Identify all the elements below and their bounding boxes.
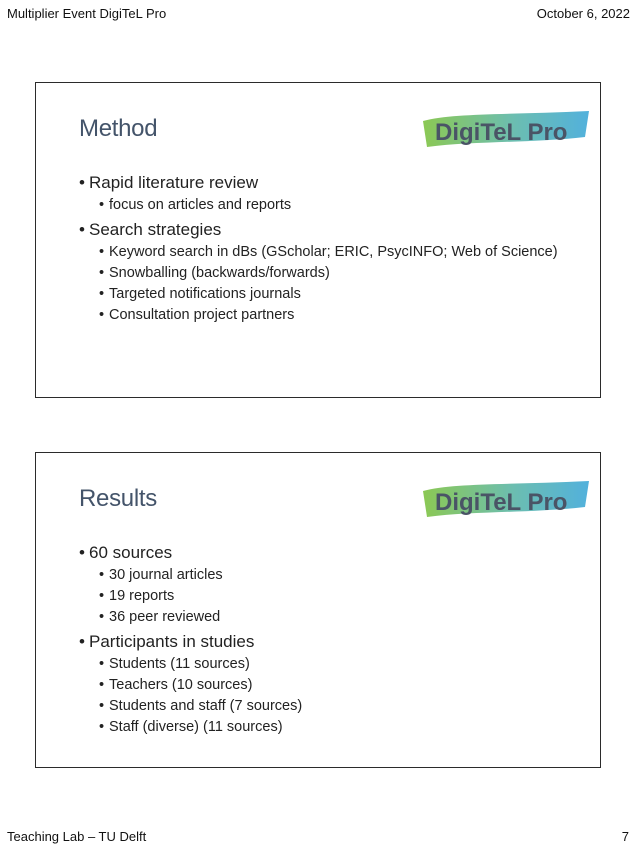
header-date: October 6, 2022 <box>536 6 630 21</box>
digitel-pro-logo <box>413 477 593 523</box>
slide-method <box>35 82 601 398</box>
sub-bullet-item: • Consultation project partners <box>99 307 295 323</box>
bullet-item: • Rapid literature review <box>79 173 259 192</box>
bullet-item: • Participants in studies <box>79 632 255 651</box>
slide-title: Method <box>79 115 158 142</box>
sub-bullet-item: • Students and staff (7 sources) <box>99 698 303 714</box>
bullet-item: • Search strategies <box>79 220 222 239</box>
sub-bullet-item: • Targeted notifications journals <box>99 286 301 302</box>
bullet-list <box>79 169 558 326</box>
slide-title: Results <box>79 485 157 512</box>
sub-bullet-item: • 30 journal articles <box>99 567 223 583</box>
bullet-item: • 60 sources <box>79 543 173 562</box>
sub-bullet-item: • Teachers (10 sources) <box>99 677 253 693</box>
digitel-pro-logo <box>413 107 593 153</box>
sub-bullet-item: • Keyword search in dBs (GScholar; ERIC, PsycINFO; Web of Science) <box>99 244 558 260</box>
header-event-title: Multiplier Event DigiTeL Pro <box>7 6 167 21</box>
bullet-list <box>79 539 302 738</box>
page-number: 7 <box>621 829 629 844</box>
sub-bullet-item: • Staff (diverse) (11 sources) <box>99 719 283 735</box>
sub-bullet-item: • focus on articles and reports <box>99 197 292 213</box>
svg-text:DigiTeL Pro: DigiTeL Pro <box>435 489 568 516</box>
sub-bullet-item: • 19 reports <box>99 588 175 604</box>
slide-results <box>35 452 601 768</box>
sub-bullet-item: • Snowballing (backwards/forwards) <box>99 265 330 281</box>
footer-organization: Teaching Lab – TU Delft <box>7 829 147 844</box>
sub-bullet-item: • 36 peer reviewed <box>99 609 221 625</box>
svg-text:DigiTeL Pro: DigiTeL Pro <box>435 119 568 146</box>
sub-bullet-item: • Students (11 sources) <box>99 656 250 672</box>
